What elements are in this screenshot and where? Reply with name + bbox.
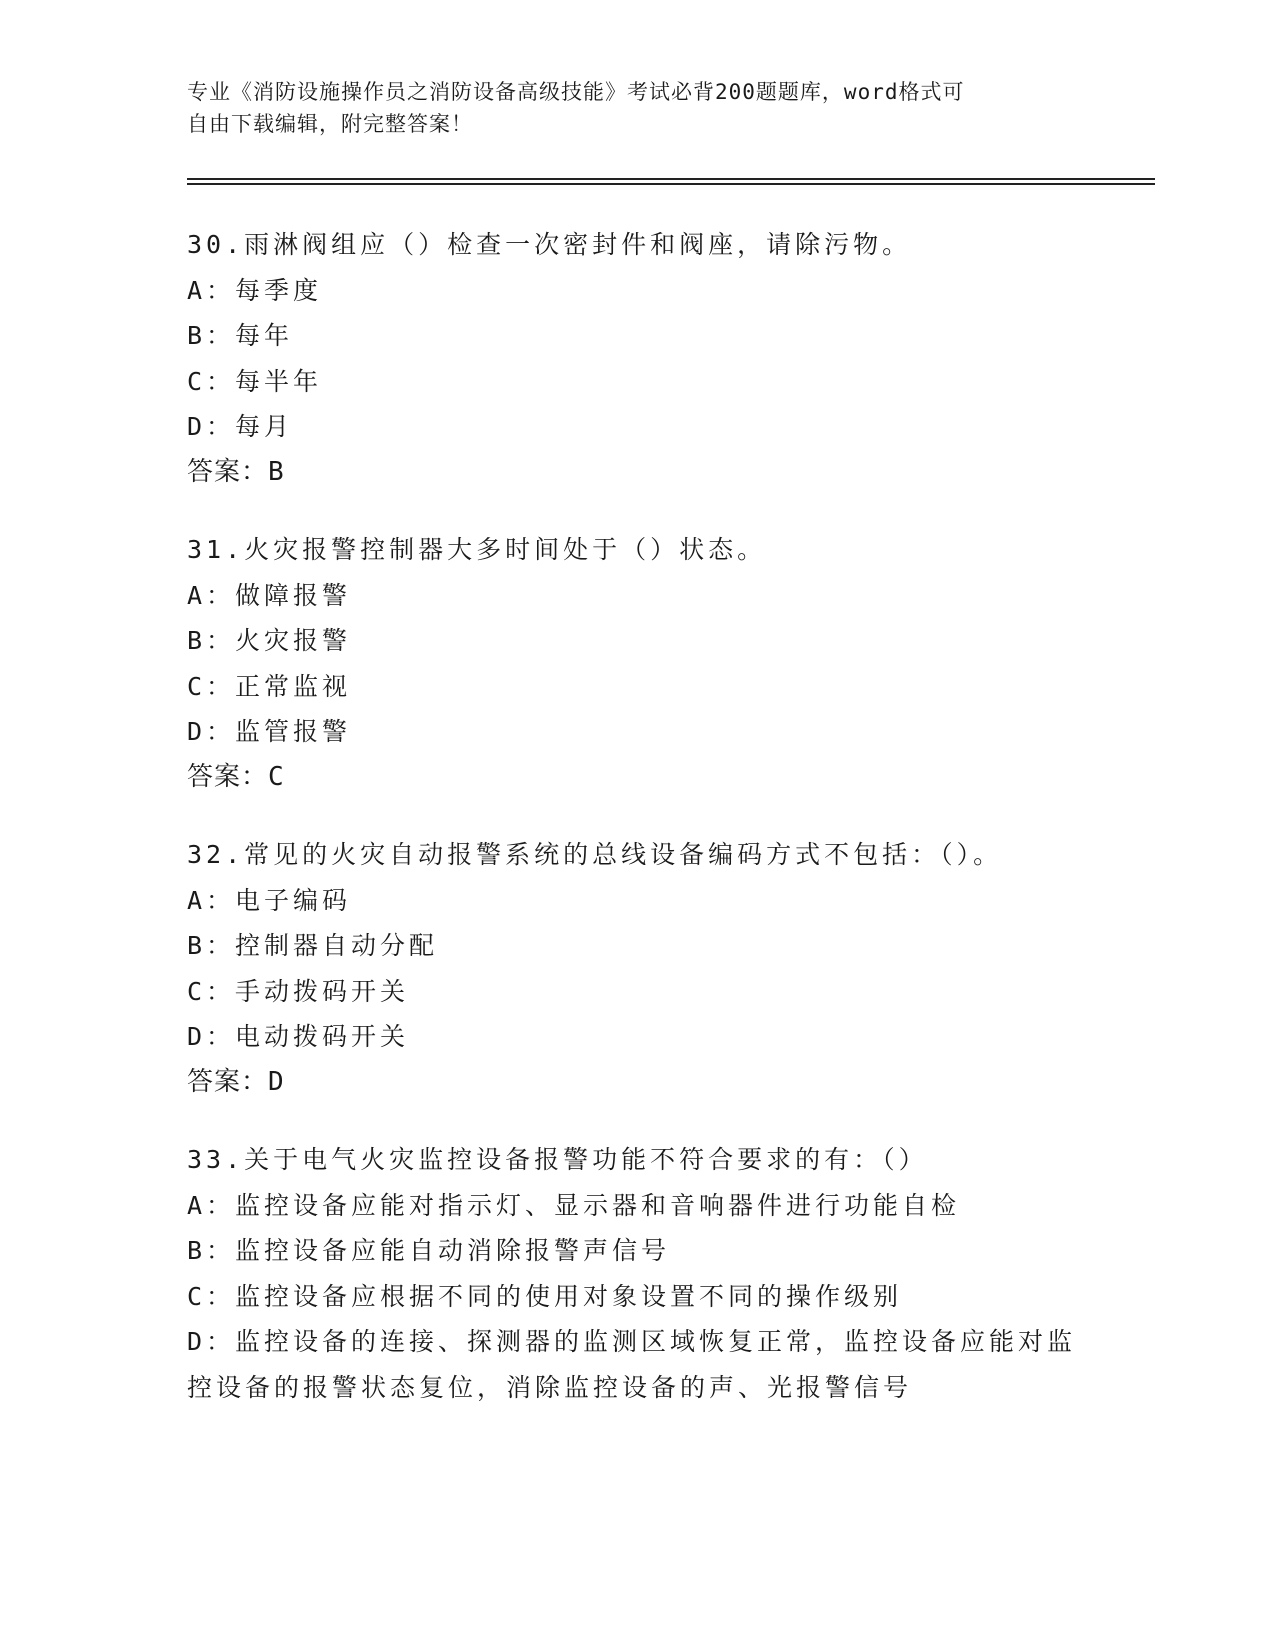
option-a: A：做障报警 xyxy=(187,580,352,610)
question-block xyxy=(187,832,1087,1105)
option-d: D：监控设备的连接、探测器的监测区域恢复正常，监控设备应能对监 xyxy=(187,1327,1077,1356)
option-b: B：监控设备应能自动消除报警声信号 xyxy=(187,1236,671,1265)
answer-value: B xyxy=(268,456,285,487)
option-c: C：正常监视 xyxy=(187,671,352,701)
option-c: C：监控设备应根据不同的使用对象设置不同的操作级别 xyxy=(187,1281,903,1311)
option-c: C：每半年 xyxy=(187,366,323,396)
question-block xyxy=(187,222,1087,495)
option-a: A：电子编码 xyxy=(187,885,352,915)
answer-line xyxy=(187,755,1087,801)
header-rule-bottom xyxy=(187,183,1155,185)
answer-line xyxy=(187,1060,1087,1106)
answer-label: 答案： xyxy=(187,761,269,792)
option-d: D：监管报警 xyxy=(187,717,352,746)
question-block xyxy=(187,527,1087,800)
option-c: C：手动拨码开关 xyxy=(187,976,410,1006)
question-block xyxy=(187,1137,1087,1410)
question-stem: 33.关于电气火灾监控设备报警功能不符合要求的有：（） xyxy=(187,1145,928,1174)
question-stem: 31.火灾报警控制器大多时间处于（）状态。 xyxy=(187,535,767,564)
option-a: A：每季度 xyxy=(187,275,323,305)
header-line-1: 专业《消防设施操作员之消防设备高级技能》考试必背200题题库，word格式可 xyxy=(187,80,965,104)
header-line-2: 自由下载编辑，附完整答案！ xyxy=(187,112,473,136)
answer-label: 答案： xyxy=(187,1066,269,1097)
option-d-continuation: 控设备的报警状态复位，消除监控设备的声、光报警信号 xyxy=(187,1372,913,1402)
answer-label: 答案： xyxy=(187,456,269,487)
answer-line xyxy=(187,450,1087,496)
option-a: A：监控设备应能对指示灯、显示器和音响器件进行功能自检 xyxy=(187,1190,961,1220)
question-stem: 32.常见的火灾自动报警系统的总线设备编码方式不包括：（）。 xyxy=(187,840,1003,869)
document-header xyxy=(187,76,1067,140)
answer-value: C xyxy=(268,761,285,792)
option-d: D：每月 xyxy=(187,412,294,441)
question-stem: 30.雨淋阀组应（）检查一次密封件和阀座，请除污物。 xyxy=(187,230,912,259)
option-b: B：控制器自动分配 xyxy=(187,931,439,960)
option-b: B：火灾报警 xyxy=(187,626,352,655)
answer-value: D xyxy=(268,1066,285,1097)
option-d: D：电动拨码开关 xyxy=(187,1022,410,1051)
header-rule-top xyxy=(187,178,1155,180)
option-b: B：每年 xyxy=(187,321,294,350)
